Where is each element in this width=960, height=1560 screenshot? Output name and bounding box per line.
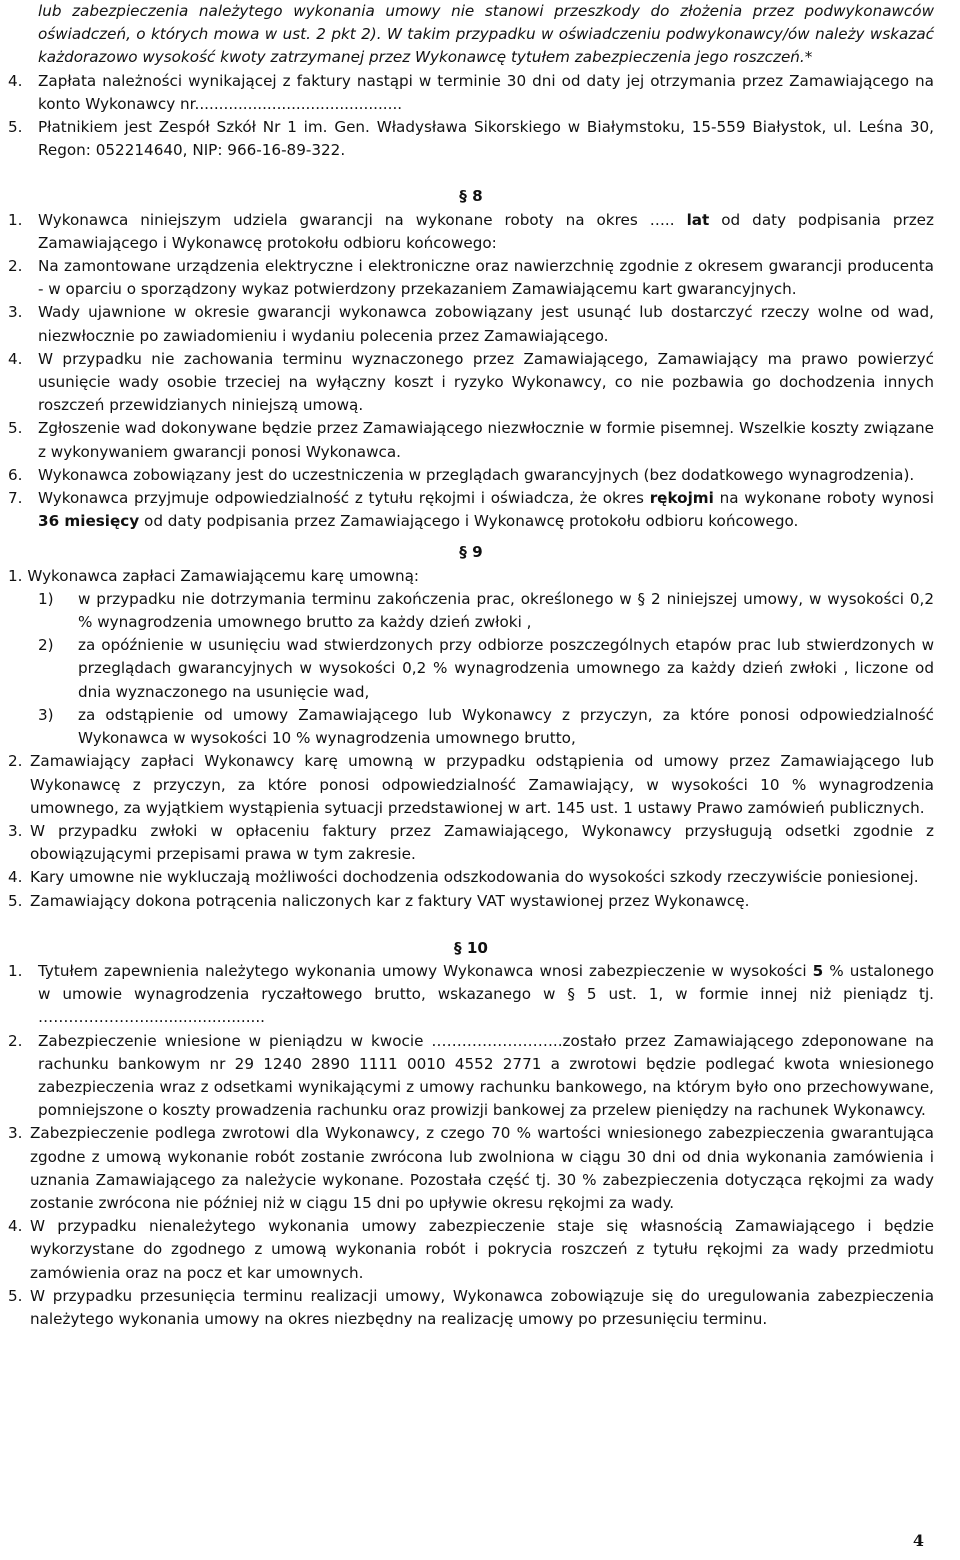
list-item: 2. Zabezpieczenie wniesione w pieniądzu w kwocie ……………………..zostało przez Zamawiającego zdeponowane na rachunku bankowym nr 29 1240 2890 1111 0010 4552 2771 a zwrotowi będzie podlegać kwota wniesionego zabezpieczenia wraz z odsetkami wynikającymi z umowy rachunku bankowego, na którym było ono przechowywane, pomniejszone o koszty prowadzenia rachunku oraz prowizji bankowej za przelew pieniędzy na rachunek Wykonawcy. [8,1031,934,1120]
list-item: 6. Wykonawca zobowiązany jest do uczestniczenia w przeglądach gwarancyjnych (bez dodatkowego wynagrodzenia). [8,465,915,484]
section-heading-9: § 9 [459,543,483,562]
list-item: 2. Zamawiający zapłaci Wykonawcy karę umowną w przypadku odstąpienia od umowy przez Zamawiającego lub Wykonawcę z przyczyn, za które ponosi odpowiedzialność Zamawiający, w wysokości 10 % wynagrodzenia umownego, za wyjątkiem wystąpienia sytuacji przedstawionej w art. 145 ust. 1 ustawy Prawo zamówień publicznych. [8,752,934,817]
list-item: 4. W przypadku nienależytego wykonania umowy zabezpieczenie staje się własnością Zamawiającego i będzie wykorzystane do zgodnego z umową wykonania robót i pokrycia roszczeń z tytułu rękojmi za wady przedmiotu zamówienia oraz na pocz et kar umownych. [8,1217,934,1282]
sub-item: 3) za odstąpienie od umowy Zamawiającego lub Wykonawcy z przyczyn, za które ponosi odpowiedzialność Wykonawca w wysokości 10 % wynagrodzenia umownego brutto, [38,705,934,748]
list-item: 3. W przypadku zwłoki w opłaceniu faktury przez Zamawiającego, Wykonawcy przysługują odsetki zgodnie z obowiązującymi przepisami prawa w tym zakresie. [8,821,934,864]
section-heading-10: § 10 [453,938,489,957]
list-item: 5. W przypadku przesunięcia terminu realizacji umowy, Wykonawca zobowiązuje się do uregulowania zabezpieczenia należytego wykonania umowy na okres niezbędny na realizację umowy po przesunięciu terminu. [8,1286,934,1328]
list-item: 4. Kary umowne nie wykluczają możliwości dochodzenia odszkodowania do wysokości szkody rzeczywiście poniesionej. [8,868,919,887]
list-item: 3. Wady ujawnione w okresie gwarancji wykonawca zobowiązany jest usunąć lub dostarczyć rzeczy wolne od wad, niezwłocznie po zawiadomieniu i wydaniu polecenia przez Zamawiającego. [8,303,934,345]
intro-continuation: lub zabezpieczenia należytego wykonania umowy nie stanowi przeszkody do złożenia przez podwykonawców oświadczeń, o których mowa w ust. 2 pkt 2). W takim przypadku w oświadczeniu podwykonawcy/ów należy wskazać każdorazowo wysokość kwoty zatrzymanej przez Wykonawcę tytułem zabezpieczenia jego roszczeń.* [38,2,934,67]
sub-item: 2) za opóźnienie w usunięciu wad stwierdzonych przy odbiorze poszczególnych etapów prac lub stwierdzonych w przeglądach gwarancyjnych w wysokości 0,2 % wynagrodzenia umownego za każdy dzień zwłoki , liczone od dnia wyznaczonego na usunięcie wad, [38,636,934,701]
list-item: 5. Płatnikiem jest Zespół Szkół Nr 1 im. Gen. Władysława Sikorskiego w Białymstoku, 15-559 Białystok, ul. Leśna 30, Regon: 052214640, NIP: 966-16-89-322. [8,118,934,160]
page-number: 4 [912,1531,924,1550]
list-item: 4. Zapłata należności wynikającej z faktury nastąpi w terminie 30 dni od daty jej otrzymania przez Zamawiającego na konto Wykonawcy nr........................................... [8,71,934,113]
list-item: 5. Zgłoszenie wad dokonywane będzie przez Zamawiającego niezwłocznie w formie pisemnej. Wszelkie koszty związane z wykonywaniem gwarancji ponosi Wykonawca. [8,419,934,461]
list-item: 2. Na zamontowane urządzenia elektryczne i elektroniczne oraz nawierzchnię zgodnie z okresem gwarancji producenta - w oparciu o sporządzony wykaz potwierdzony przekazaniem Zamawiającemu kart gwarancyjnych. [8,257,934,299]
list-item: 4. W przypadku nie zachowania terminu wyznaczonego przez Zamawiającego, Zamawiający ma prawo powierzyć usunięcie wady osobie trzeciej na wyłączny koszt i ryzyko Wykonawcy, co nie pozbawia go dochodzenia innych roszczeń przewidzianych niniejszą umową. [8,349,934,415]
list-item: 7. Wykonawca przyjmuje odpowiedzialność z tytułu rękojmi i oświadcza, że okres rękojmi na wykonane roboty wynosi 36 miesięcy od daty podpisania przez Zamawiającego i Wykonawcę protokołu odbioru końcowego. [8,489,935,531]
list-item: 1. Tytułem zapewnienia należytego wykonania umowy Wykonawca wnosi zabezpieczenie w wysokości 5 % ustalonego w umowie wynagrodzenia ryczałtowego brutto, wskazanego w § 5 ust. 1, w formie innej niż pieniądz tj. …………………......................... [8,961,934,1027]
s9-lead: 1. Wykonawca zapłaci Zamawiającemu karę umowną: [8,566,420,585]
list-item: 1. Wykonawca niniejszym udziela gwarancji na wykonane roboty na okres ….. lat od daty podpisania przez Zamawiającego i Wykonawcę protokołu odbioru końcowego: [8,210,934,252]
list-item: 3. Zabezpieczenie podlega zwrotowi dla Wykonawcy, z czego 70 % wartości wniesionego zabezpieczenia gwarantująca zgodne z umową wykonanie robót zostanie zwrócona lub zwolniona w ciągu 30 dni od dnia wykonania zamówienia i uznania Zamawiającego za należycie wykonane. Pozostała część tj. 30 % zabezpieczenia dotycząca rękojmi za wady zostanie zwrócona nie później niż w ciągu 15 dni po upływie okresu rękojmi za wady. [8,1124,934,1212]
sub-item: 1) w przypadku nie dotrzymania terminu zakończenia prac, określonego w § 2 niniejszej umowy, w wysokości 0,2 % wynagrodzenia umownego brutto za każdy dzień zwłoki , [38,589,934,632]
section-heading-8: § 8 [459,187,483,206]
list-item: 5. Zamawiający dokona potrącenia naliczonych kar z faktury VAT wystawionej przez Wykonawcę. [8,891,750,910]
